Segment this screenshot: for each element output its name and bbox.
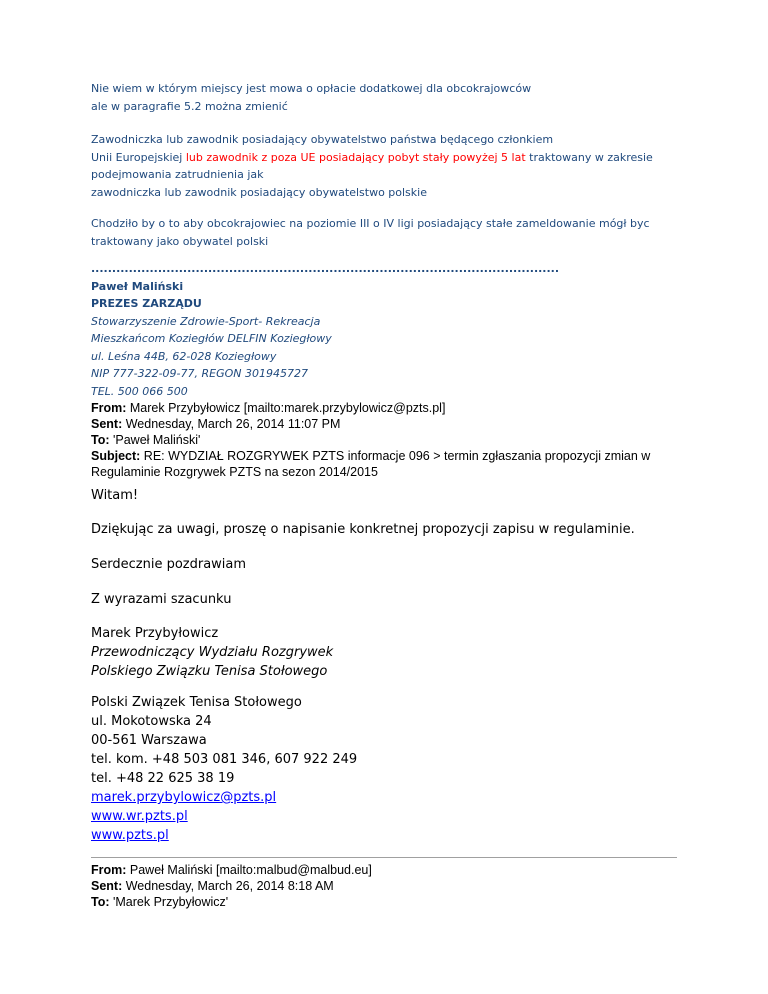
header-label: From: <box>91 863 127 877</box>
header-from <box>91 862 691 878</box>
signature-name: Paweł Maliński <box>91 279 184 293</box>
signature-role: PREZES ZARZĄDU <box>91 297 202 310</box>
sender-title: Przewodniczący Wydziału Rozgrywek <box>91 645 334 660</box>
header-label: To: <box>91 895 110 909</box>
signature-line: Mieszkańcom Koziegłów DELFIN Koziegłowy <box>91 332 332 345</box>
header-sent <box>91 416 691 432</box>
org-line: tel. +48 22 625 38 19 <box>91 771 235 786</box>
message-closing-1: Serdecznie pozdrawiam <box>91 557 247 572</box>
header-value: 'Marek Przybyłowicz' <box>109 895 229 909</box>
header-from <box>91 400 691 416</box>
header-subject-cont: Regulaminie Rozgrywek PZTS na sezon 2014/2015 <box>91 465 378 479</box>
reply-line: Zawodniczka lub zawodnik posiadający obywatelstwo państwa będącego członkiem <box>91 133 554 146</box>
header-label: Sent: <box>91 879 123 893</box>
signature-line: ul. Leśna 44B, 62-028 Koziegłowy <box>91 349 277 363</box>
header-sent <box>91 878 691 894</box>
reply-line: ale w paragrafie 5.2 można zmienić <box>91 99 288 113</box>
message-body: Dziękując za uwagi, proszę o napisanie konkretnej propozycji zapisu w regulaminie. <box>91 522 635 537</box>
sender-title: Polskiego Związku Tenisa Stołowego <box>91 664 328 679</box>
message-closing-2: Z wyrazami szacunku <box>91 592 232 607</box>
sender-block <box>91 624 691 681</box>
org-line: Polski Związek Tenisa Stołowego <box>91 695 302 710</box>
header-subject <box>91 448 691 464</box>
reply-paragraph-2 <box>91 131 711 201</box>
email-header-2 <box>91 862 691 910</box>
org-line: 00-561 Warszawa <box>91 733 207 748</box>
header-value: RE: WYDZIAŁ ROZGRYWEK PZTS informacje 096 > termin zgłaszania propozycji zmian w <box>140 449 651 463</box>
website-link[interactable]: www.wr.pzts.pl <box>91 809 188 824</box>
header-to <box>91 894 691 910</box>
reply-text: Unii Europejskiej <box>91 150 186 164</box>
header-value: Paweł Maliński [mailto:malbud@malbud.eu] <box>126 863 372 877</box>
website-link[interactable]: www.pzts.pl <box>91 828 169 843</box>
header-value: Wednesday, March 26, 2014 8:18 AM <box>122 879 334 893</box>
signature-line: NIP 777-322-09-77, REGON 301945727 <box>91 367 308 380</box>
reply-line: podejmowania zatrudnienia jak <box>91 168 264 181</box>
org-line: ul. Mokotowska 24 <box>91 714 212 729</box>
reply-line: traktowany jako obywatel polski <box>91 234 269 248</box>
header-label: To: <box>91 433 110 447</box>
message-greeting: Witam! <box>91 488 139 503</box>
reply-paragraph-1 <box>91 80 691 115</box>
org-line: tel. kom. +48 503 081 346, 607 922 249 <box>91 752 358 767</box>
email-link[interactable]: marek.przybylowicz@pzts.pl <box>91 790 277 805</box>
organization-block <box>91 693 691 845</box>
signature-block <box>91 260 691 400</box>
reply-line: Nie wiem w którym miejscy jest mowa o opłacie dodatkowej dla obcokrajowców <box>91 82 532 95</box>
header-divider <box>91 857 677 858</box>
header-value: Marek Przybyłowicz [mailto:marek.przybylowicz@pzts.pl] <box>126 401 446 415</box>
header-label: From: <box>91 401 127 415</box>
sender-name: Marek Przybyłowicz <box>91 626 219 641</box>
reply-line-mixed <box>91 149 711 167</box>
header-to <box>91 432 691 448</box>
header-label: Subject: <box>91 449 141 463</box>
signature-line: Stowarzyszenie Zdrowie-Sport- Rekreacja <box>91 314 321 328</box>
signature-divider: ................................................................................................................ <box>91 262 560 275</box>
signature-line: TEL. 500 066 500 <box>91 384 188 398</box>
reply-line: zawodniczka lub zawodnik posiadający obywatelstwo polskie <box>91 185 427 199</box>
header-value: 'Paweł Maliński' <box>109 433 201 447</box>
email-header-1 <box>91 400 691 480</box>
highlighted-text: lub zawodnik z poza UE posiadający pobyt stały powyżej 5 lat <box>185 150 526 164</box>
header-label: Sent: <box>91 417 123 431</box>
reply-text: traktowany w zakresie <box>525 150 653 164</box>
reply-paragraph-3 <box>91 215 711 250</box>
header-value: Wednesday, March 26, 2014 11:07 PM <box>122 417 341 431</box>
reply-line: Chodziło by o to aby obcokrajowiec na poziomie III o IV ligi posiadający stałe zameldowanie mógł byc <box>91 217 650 230</box>
